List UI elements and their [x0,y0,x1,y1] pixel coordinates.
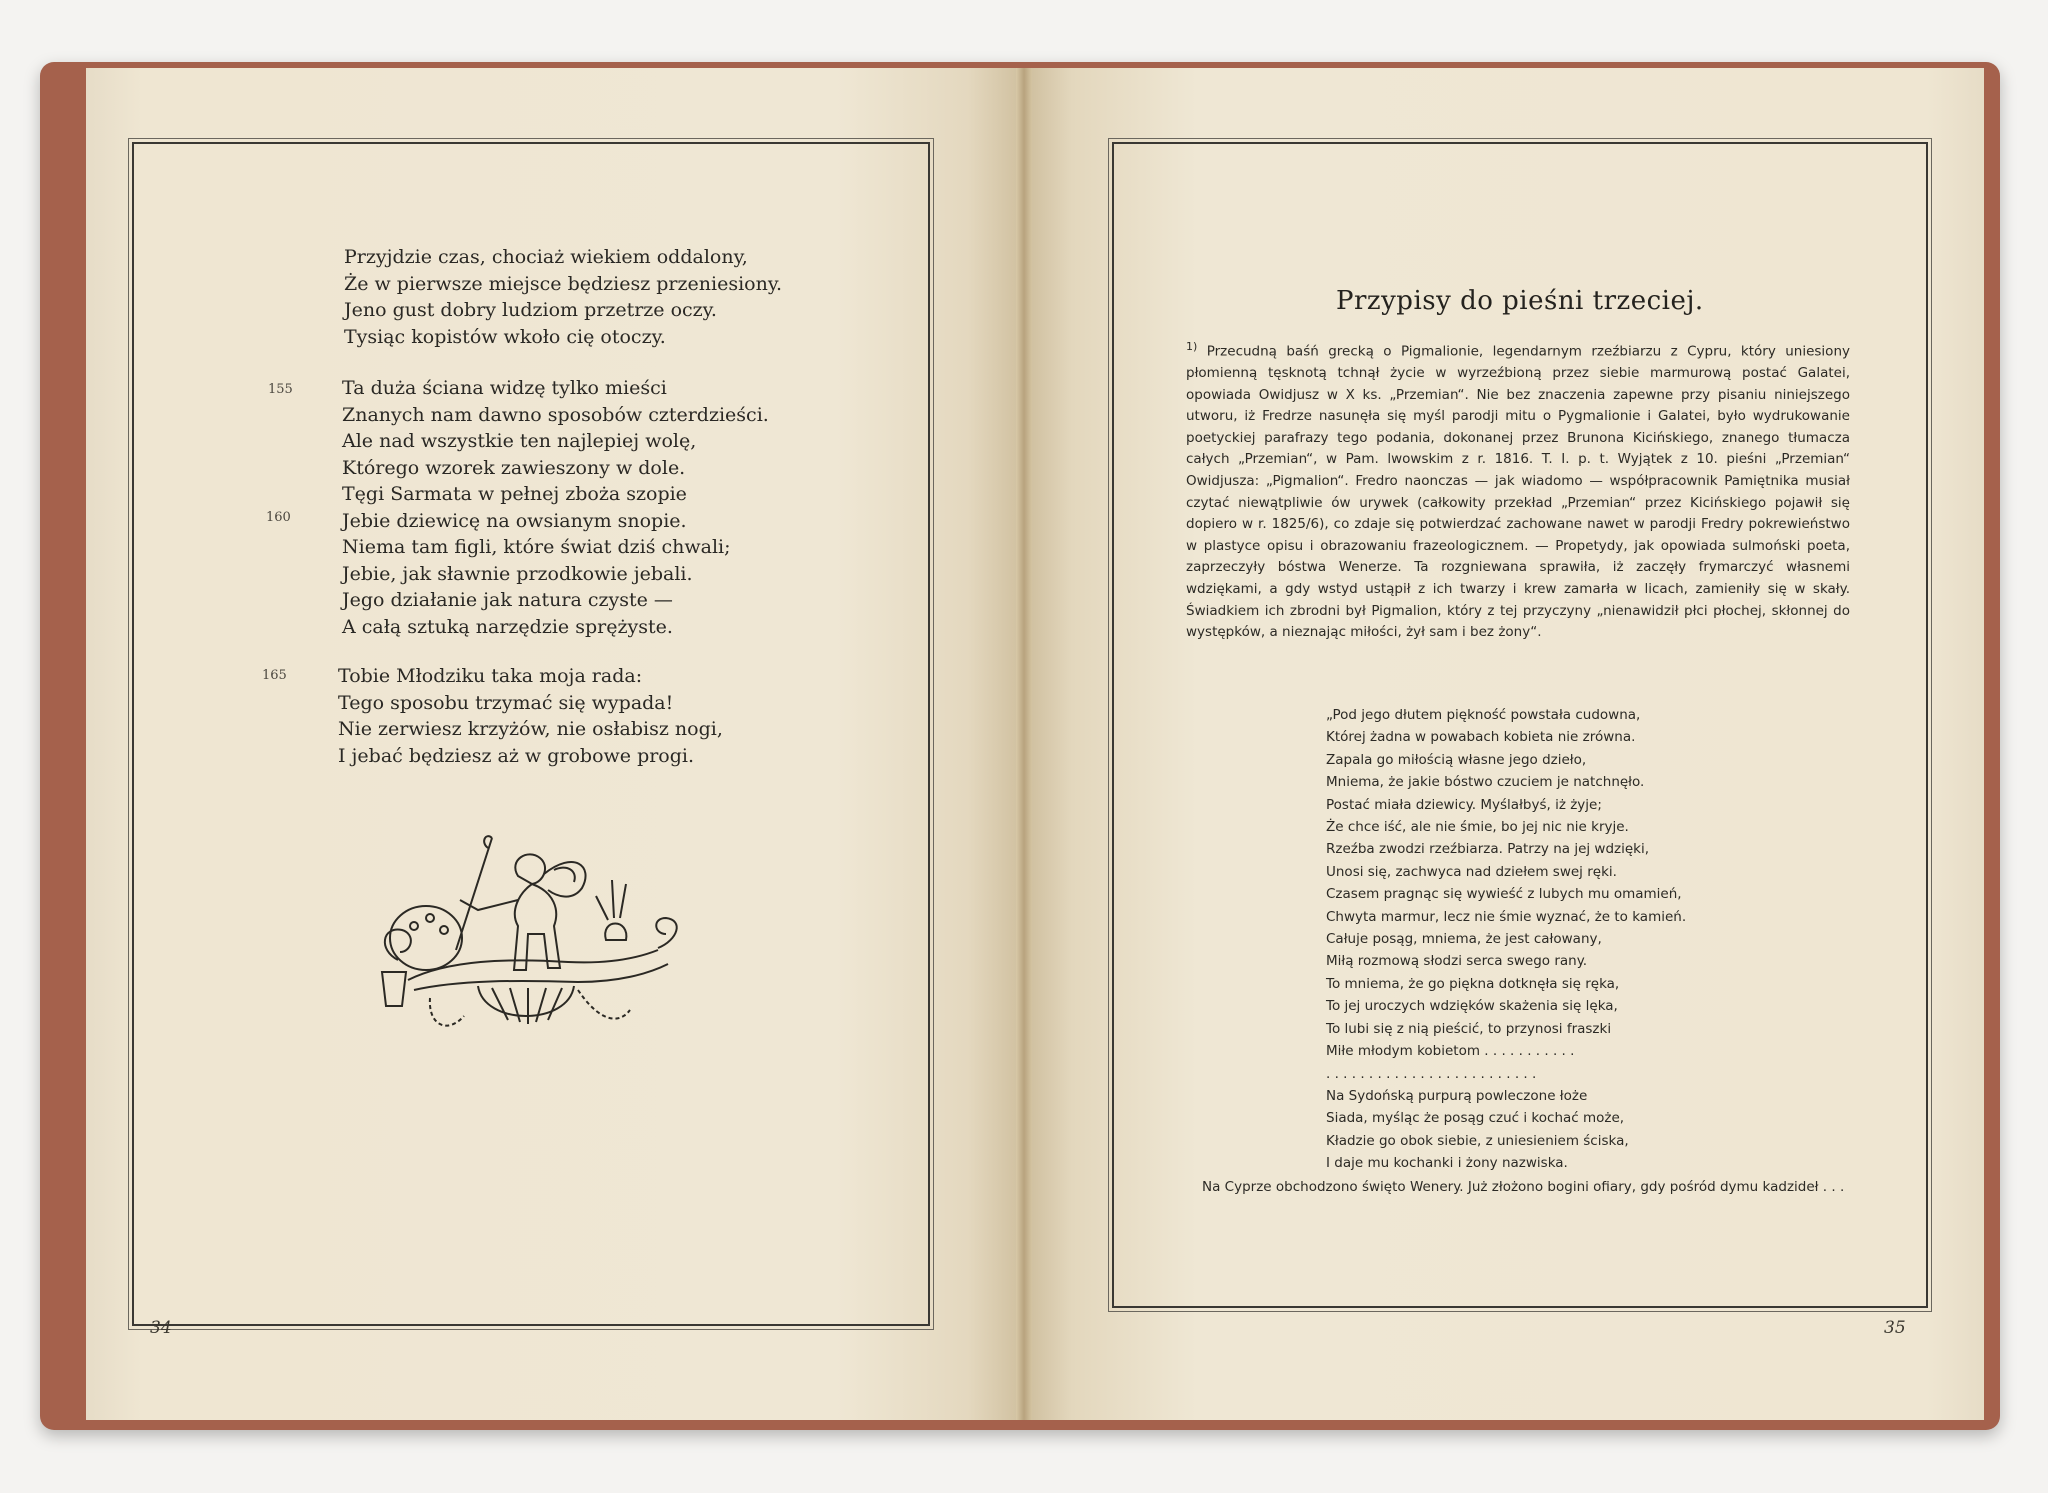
verse-line: Ale nad wszystkie ten najlepiej wolę, [342,430,697,452]
poem-line: Na Sydońską purpurą powleczone łoże [1326,1087,1588,1104]
poem-line: To jej uroczych wdzięków skażenia się lęka, [1326,998,1618,1015]
poem-line: I daje mu kochanki i żony nazwiska. [1326,1155,1568,1172]
poem-line: Miłe młodym kobietom . . . . . . . . . . . [1326,1043,1575,1060]
verse-line: Jego działanie jak natura czyste — [342,589,673,611]
verse-line: Ta duża ściana widzę tylko mieści [342,377,667,399]
verse-line: Że w pierwsze miejsce będziesz przeniesiony. [344,272,783,295]
verse-stanza-1 [344,244,782,350]
poem-line: Kładzie go obok siebie, z uniesieniem ściska, [1326,1132,1629,1149]
poem-ellipsis-line: . . . . . . . . . . . . . . . . . . . . . . . . . [1326,1065,1537,1082]
verse-line: Tego sposobu trzymać się wypada! [338,691,674,714]
poem-line: „Pod jego dłutem piękność powstała cudowna, [1326,707,1641,723]
verse-line: Nie zerwiesz krzyżów, nie osłabisz nogi, [338,718,723,740]
verse-line: I jebać będziesz aż w grobowe progi. [338,744,695,767]
poem-line: Zapala go miłością własne jego dzieło, [1326,751,1587,768]
verse-line: Niema tam figli, które świat dziś chwali; [342,536,731,558]
footnote-paragraph [1186,336,1850,644]
verse-line: Jebie dziewicę na owsianym snopie. [342,509,687,532]
page-title: Przypisy do pieśni trzeciej. [1336,286,1704,316]
poem-line: Której żadna w powabach kobieta nie zrówna. [1326,729,1636,746]
verse-line: Znanych nam dawno sposobów czterdzieści. [342,403,769,426]
verse-line: Tęgi Sarmata w pełnej zboża szopie [342,483,687,505]
poem-line: Że chce iść, ale nie śmie, bo jej nic nie kryje. [1326,819,1629,836]
line-number: 160 [266,510,291,525]
poem-line: Postać miała dziewicy. Myślałbyś, iż żyje; [1326,796,1602,813]
page-number-left: 34 [150,1318,172,1338]
verse-line: A całą sztuką narzędzie sprężyste. [342,615,673,638]
book-spine-gutter [1016,68,1032,1420]
poem-line: Siada, myśląc że posąg czuć i kochać może, [1326,1110,1625,1127]
verse-stanza-3 [338,663,723,769]
closing-paragraph: Na Cyprze obchodzono święto Wenery. Już złożono bogini ofiary, gdy pośród dymu kadzideł . . . [1202,1179,1845,1195]
poem-line: Chwyta marmur, lecz nie śmie wyznać, że to kamień. [1326,908,1687,925]
poem-line: Całuje posąg, mniema, że jest całowany, [1326,931,1602,948]
poem-line: Mniema, że jakie bóstwo czuciem je natchnęło. [1326,774,1645,791]
poem-line: To lubi się z nią pieścić, to przynosi fraszki [1326,1020,1612,1037]
verse-line: Przyjdzie czas, chociaż wiekiem oddalony, [344,246,748,268]
poem-line: Miłą rozmową słodzi serca swego rany. [1326,953,1588,970]
verse-line: Jeno gust dobry ludziom przetrze oczy. [344,299,717,321]
line-number: 165 [262,668,287,683]
poem-line: Rzeźba zwodzi rzeźbiarza. Patrzy na jej wdzięki, [1326,841,1650,858]
footnote-marker: 1) [1186,340,1198,353]
footnote-text: Przecudną baśń grecką o Pigmalionie, legendarnym rzeźbiarzu z Cypru, który uniesiony płomienną tęsknotą tchnął życie w wyrzeźbioną przez siebie marmurową postać Galatei, opowiada Owidjusz w X ks. „Przemian“. Nie bez znaczenia zapewne przy pisaniu niniejszego utworu, iż Fredrze nasunęła się myśl parodji mitu o Pygmalionie i Galatei, było wydrukowanie poetyckiej parafrazy tego podania, dokonanej przez Brunona Kicińskiego, znanego tłumacza całych „Przemian“, w Pam. lwowskim z r. 1816. T. I. p. t. Wyjątek z 10. pieśni „Przemian“ Owidjusza: „Pigmalion“. Fredro naonczas — jak wiadomo — współpracownik Pamiętnika musiał czytać niewątpliwie ów urywek (całkowity przekład „Przemian“ przez Kicińskiego pojawił się dopiero w r. 1825/6), co zdaje się potwierdzać zachowane nawet w parodji Fredry pokrewieństwo w plastyce opisu i obrazowaniu frazeologicznem. — Propetydy, jak opowiada sulmoński poeta, zaprzeczyły bóstwa Wenerze. Ta rozgniewana sprawiła, iż zaczęły frymarczyć własnemi wdziękami, a gdy wstyd ustąpił z ich twarzy i krew zamarła w licach, zamieniły się w skały. Świadkiem ich zbrodni był Pigmalion, który z tej przyczyny „nienawidził płci płochej, skłonnej do występków, a nieznając miłości, żył sam i bez żony“. [1186,343,1850,641]
verse-stanza-2 [342,375,769,640]
verse-line: Którego wzorek zawieszony w dole. [342,456,686,479]
cherub-painter-vignette [368,830,688,1050]
quoted-poem [1326,704,1686,1175]
page-number-right: 35 [1884,1318,1906,1338]
verse-line: Tobie Młodziku taka moja rada: [338,665,643,687]
verse-line: Tysiąc kopistów wkoło cię otoczy. [344,325,666,348]
line-number: 155 [268,382,293,397]
poem-line: Czasem pragnąc się wywieść z lubych mu omamień, [1326,886,1682,903]
verse-line: Jebie, jak sławnie przodkowie jebali. [342,562,693,585]
poem-line: To mniema, że go piękna dotknęła się ręka, [1326,975,1620,992]
poem-line: Unosi się, zachwyca nad dziełem swej ręki. [1326,863,1617,880]
